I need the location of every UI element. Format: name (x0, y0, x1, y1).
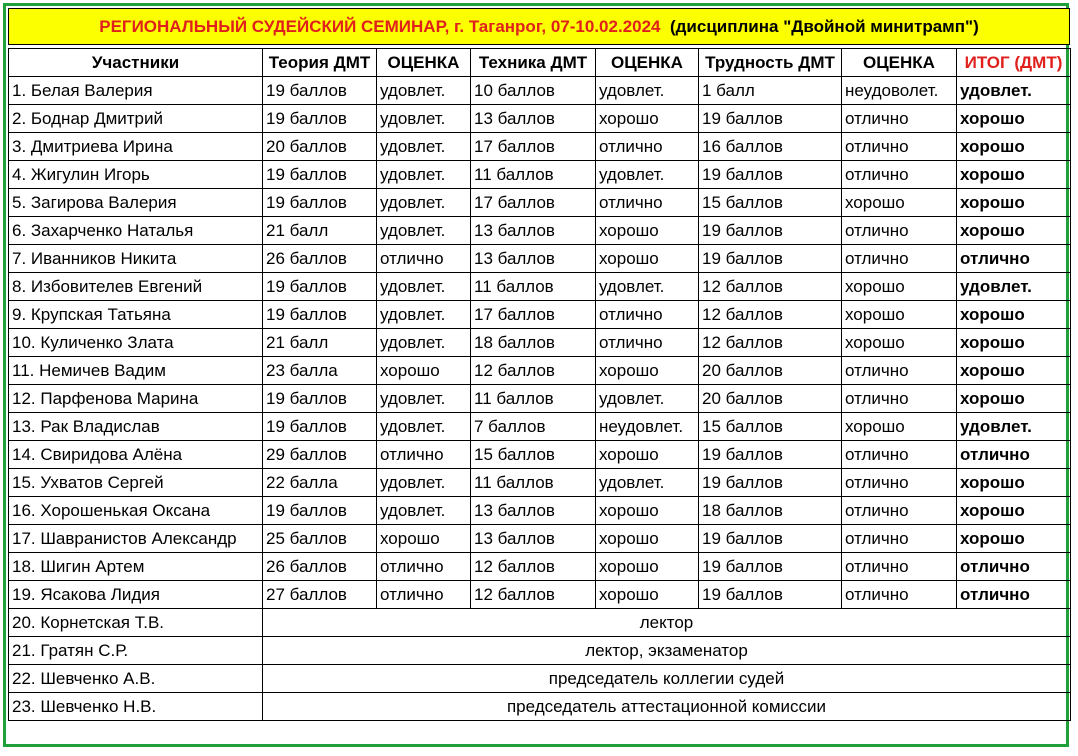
final-grade: хорошо (957, 105, 1071, 133)
table-cell: хорошо (842, 273, 957, 301)
final-grade: отлично (957, 553, 1071, 581)
table-cell: 12 баллов (699, 301, 842, 329)
results-table (8, 48, 1071, 721)
table-cell: хорошо (596, 497, 699, 525)
table-cell: отлично (842, 105, 957, 133)
table-cell: отлично (842, 553, 957, 581)
table-cell: отлично (377, 581, 471, 609)
table-cell: хорошо (842, 329, 957, 357)
table-cell: 19 баллов (263, 301, 377, 329)
table-cell: 29 баллов (263, 441, 377, 469)
table-cell: 13 баллов (471, 217, 596, 245)
final-grade: хорошо (957, 329, 1071, 357)
table-cell: 19 баллов (699, 525, 842, 553)
table-cell: отлично (842, 385, 957, 413)
table-cell: удовлет. (377, 217, 471, 245)
table-cell: 19 баллов (699, 553, 842, 581)
final-grade: хорошо (957, 161, 1071, 189)
table-cell: хорошо (596, 357, 699, 385)
table-cell: 11 баллов (471, 469, 596, 497)
participant-name: 13. Рак Владислав (9, 413, 263, 441)
table-cell: 12 баллов (699, 273, 842, 301)
table-cell: 19 баллов (263, 105, 377, 133)
table-cell: 12 баллов (471, 357, 596, 385)
table-cell: 19 баллов (263, 413, 377, 441)
discipline-title: (дисциплина "Двойной минитрамп") (669, 16, 979, 36)
column-header: ОЦЕНКА (842, 49, 957, 77)
table-cell: отлично (842, 217, 957, 245)
table-row (9, 189, 1071, 217)
table-cell: удовлет. (596, 273, 699, 301)
table-cell: 15 баллов (699, 189, 842, 217)
table-cell: 19 баллов (699, 441, 842, 469)
table-cell: отлично (377, 245, 471, 273)
table-cell: удовлет. (377, 329, 471, 357)
table-cell: хорошо (596, 441, 699, 469)
table-cell: 19 баллов (263, 273, 377, 301)
final-grade: удовлет. (957, 77, 1071, 105)
table-cell: удовлет. (377, 469, 471, 497)
table-cell: 11 баллов (471, 385, 596, 413)
table-cell: удовлет. (377, 497, 471, 525)
table-cell: 23 балла (263, 357, 377, 385)
table-cell: 25 баллов (263, 525, 377, 553)
table-cell: 21 балл (263, 329, 377, 357)
table-cell: хорошо (842, 189, 957, 217)
participant-name: 10. Куличенко Злата (9, 329, 263, 357)
table-cell: удовлет. (377, 273, 471, 301)
table-row (9, 105, 1071, 133)
participant-name: 14. Свиридова Алёна (9, 441, 263, 469)
staff-role: председатель аттестационной комиссии (263, 693, 1071, 721)
table-row (9, 161, 1071, 189)
table-cell: хорошо (842, 413, 957, 441)
column-header: ОЦЕНКА (596, 49, 699, 77)
table-cell: хорошо (596, 245, 699, 273)
table-row (9, 245, 1071, 273)
seminar-title: РЕГИОНАЛЬНЫЙ СУДЕЙСКИЙ СЕМИНАР, г. Таганрог, 07-10.02.2024 (99, 16, 661, 36)
table-cell: 11 баллов (471, 273, 596, 301)
final-grade: удовлет. (957, 413, 1071, 441)
table-cell: 19 баллов (699, 217, 842, 245)
table-cell: 20 баллов (699, 385, 842, 413)
table-cell: удовлет. (596, 385, 699, 413)
participant-name: 19. Ясакова Лидия (9, 581, 263, 609)
table-cell: отлично (377, 441, 471, 469)
column-header: Участники (9, 49, 263, 77)
table-cell: неудоволет. (842, 77, 957, 105)
table-cell: хорошо (596, 553, 699, 581)
table-cell: хорошо (596, 581, 699, 609)
table-cell: 27 баллов (263, 581, 377, 609)
table-row (9, 301, 1071, 329)
participant-name: 18. Шигин Артем (9, 553, 263, 581)
table-cell: 17 баллов (471, 189, 596, 217)
table-cell: удовлет. (377, 385, 471, 413)
final-grade: хорошо (957, 469, 1071, 497)
table-cell: удовлет. (596, 161, 699, 189)
column-header: ОЦЕНКА (377, 49, 471, 77)
table-cell: 19 баллов (263, 189, 377, 217)
staff-name: 21. Гратян С.Р. (9, 637, 263, 665)
table-cell: 17 баллов (471, 301, 596, 329)
table-cell: отлично (842, 497, 957, 525)
final-grade: удовлет. (957, 273, 1071, 301)
table-cell: 26 баллов (263, 245, 377, 273)
table-body (9, 77, 1071, 721)
table-cell: отлично (596, 329, 699, 357)
column-header: Техника ДМТ (471, 49, 596, 77)
table-cell: удовлет. (377, 301, 471, 329)
participant-name: 4. Жигулин Игорь (9, 161, 263, 189)
table-cell: 19 баллов (699, 581, 842, 609)
table-cell: отлично (842, 525, 957, 553)
table-cell: 11 баллов (471, 161, 596, 189)
table-row (9, 497, 1071, 525)
table-cell: 19 баллов (263, 497, 377, 525)
table-row (9, 217, 1071, 245)
table-cell: хорошо (596, 525, 699, 553)
participant-name: 16. Хорошенькая Оксана (9, 497, 263, 525)
table-cell: отлично (842, 245, 957, 273)
final-grade: хорошо (957, 525, 1071, 553)
table-cell: удовлет. (596, 77, 699, 105)
final-grade: хорошо (957, 217, 1071, 245)
table-cell: 20 баллов (699, 357, 842, 385)
table-row (9, 413, 1071, 441)
table-cell: 26 баллов (263, 553, 377, 581)
table-cell: отлично (842, 441, 957, 469)
table-cell: отлично (377, 553, 471, 581)
table-cell: отлично (842, 581, 957, 609)
table-cell: 19 баллов (263, 77, 377, 105)
participant-name: 6. Захарченко Наталья (9, 217, 263, 245)
table-cell: удовлет. (377, 413, 471, 441)
table-cell: 19 баллов (699, 469, 842, 497)
final-grade: отлично (957, 245, 1071, 273)
table-cell: отлично (842, 161, 957, 189)
final-grade: отлично (957, 581, 1071, 609)
table-cell: 1 балл (699, 77, 842, 105)
participant-name: 11. Немичев Вадим (9, 357, 263, 385)
table-cell: 20 баллов (263, 133, 377, 161)
staff-row (9, 637, 1071, 665)
table-cell: 13 баллов (471, 497, 596, 525)
table-cell: 21 балл (263, 217, 377, 245)
final-grade: отлично (957, 441, 1071, 469)
table-cell: 15 баллов (471, 441, 596, 469)
table-cell: 13 баллов (471, 245, 596, 273)
table-row (9, 133, 1071, 161)
table-cell: 17 баллов (471, 133, 596, 161)
table-cell: удовлет. (377, 105, 471, 133)
final-grade: хорошо (957, 497, 1071, 525)
participant-name: 12. Парфенова Марина (9, 385, 263, 413)
table-cell: 18 баллов (699, 497, 842, 525)
final-grade: хорошо (957, 133, 1071, 161)
table-cell: 19 баллов (699, 105, 842, 133)
staff-row (9, 609, 1071, 637)
table-cell: удовлет. (377, 161, 471, 189)
staff-name: 20. Корнетская Т.В. (9, 609, 263, 637)
table-row (9, 441, 1071, 469)
final-grade: хорошо (957, 357, 1071, 385)
participant-name: 15. Ухватов Сергей (9, 469, 263, 497)
table-cell: отлично (596, 133, 699, 161)
table-cell: 19 баллов (699, 161, 842, 189)
table-cell: 19 баллов (263, 385, 377, 413)
participant-name: 2. Боднар Дмитрий (9, 105, 263, 133)
table-row (9, 77, 1071, 105)
participant-name: 3. Дмитриева Ирина (9, 133, 263, 161)
final-grade: хорошо (957, 385, 1071, 413)
table-cell: хорошо (596, 105, 699, 133)
table-row (9, 525, 1071, 553)
table-cell: удовлет. (596, 469, 699, 497)
staff-name: 22. Шевченко А.В. (9, 665, 263, 693)
table-row (9, 329, 1071, 357)
table-cell: хорошо (377, 525, 471, 553)
table-cell: 13 баллов (471, 525, 596, 553)
table-cell: хорошо (596, 217, 699, 245)
staff-role: председатель коллегии судей (263, 665, 1071, 693)
table-cell: 18 баллов (471, 329, 596, 357)
participant-name: 7. Иванников Никита (9, 245, 263, 273)
table-row (9, 469, 1071, 497)
table-cell: удовлет. (377, 77, 471, 105)
column-header: Теория ДМТ (263, 49, 377, 77)
table-row (9, 273, 1071, 301)
table-cell: 10 баллов (471, 77, 596, 105)
staff-role: лектор, экзаменатор (263, 637, 1071, 665)
table-cell: отлично (842, 357, 957, 385)
table-cell: хорошо (377, 357, 471, 385)
staff-name: 23. Шевченко Н.В. (9, 693, 263, 721)
table-cell: 13 баллов (471, 105, 596, 133)
table-cell: 19 баллов (699, 245, 842, 273)
column-header: Трудность ДМТ (699, 49, 842, 77)
table-row (9, 385, 1071, 413)
table-row (9, 553, 1071, 581)
staff-row (9, 665, 1071, 693)
table-cell: 16 баллов (699, 133, 842, 161)
table-cell: 22 балла (263, 469, 377, 497)
table-cell: хорошо (842, 301, 957, 329)
staff-role: лектор (263, 609, 1071, 637)
table-cell: 15 баллов (699, 413, 842, 441)
staff-row (9, 693, 1071, 721)
table-cell: отлично (842, 133, 957, 161)
table-cell: 12 баллов (699, 329, 842, 357)
participant-name: 9. Крупская Татьяна (9, 301, 263, 329)
table-cell: 19 баллов (263, 161, 377, 189)
table-cell: неудовлет. (596, 413, 699, 441)
table-cell: 12 баллов (471, 581, 596, 609)
participant-name: 5. Загирова Валерия (9, 189, 263, 217)
table-cell: отлично (842, 469, 957, 497)
participant-name: 8. Избовителев Евгений (9, 273, 263, 301)
table-cell: удовлет. (377, 189, 471, 217)
header-row (9, 49, 1071, 77)
final-grade: хорошо (957, 301, 1071, 329)
page-title (8, 8, 1070, 45)
table-row (9, 357, 1071, 385)
table-cell: отлично (596, 301, 699, 329)
participant-name: 1. Белая Валерия (9, 77, 263, 105)
participant-name: 17. Шавранистов Александр (9, 525, 263, 553)
table-row (9, 581, 1071, 609)
column-header: ИТОГ (ДМТ) (957, 49, 1071, 77)
final-grade: хорошо (957, 189, 1071, 217)
table-cell: 7 баллов (471, 413, 596, 441)
table-cell: отлично (596, 189, 699, 217)
table-cell: удовлет. (377, 133, 471, 161)
table-cell: 12 баллов (471, 553, 596, 581)
